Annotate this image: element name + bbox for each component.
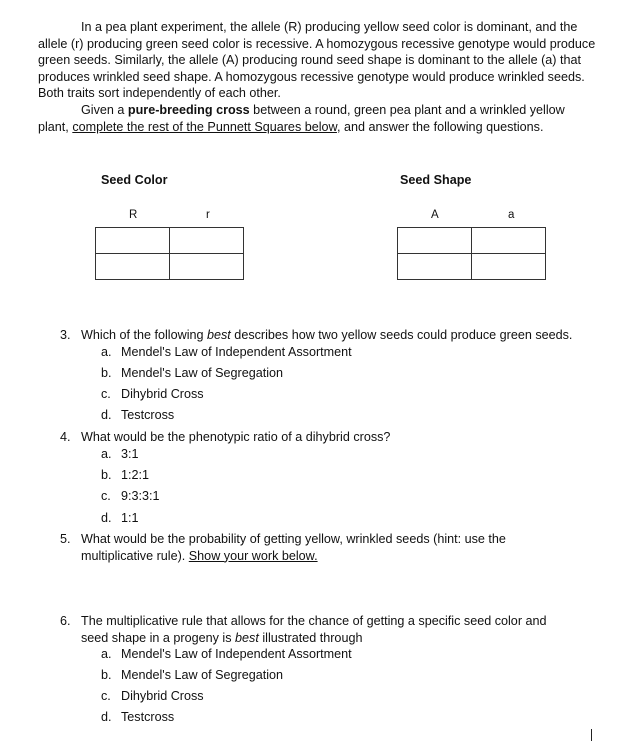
option-text: 9:3:3:1 [121,489,160,503]
seed-shape-allele-1: A [431,209,439,221]
option-text: 1:1 [121,511,139,525]
seed-color-allele-1: R [129,209,138,221]
option-3b[interactable] [101,365,283,382]
seed-color-allele-2: r [206,209,210,221]
punnett-cell[interactable] [472,228,546,254]
option-text: 1:2:1 [121,468,150,482]
instructions-bold: pure-breeding cross [127,103,250,117]
text-cursor [591,729,592,741]
option-letter: d. [101,710,112,724]
question-number: 3. [60,328,71,342]
punnett-cell[interactable] [398,254,472,280]
question-text [81,327,591,344]
option-letter: a. [101,447,112,461]
question-text-post: illustrated through [258,630,363,645]
option-text: Mendel's Law of Independent Assortment [121,345,352,359]
seed-shape-punnett-square [397,227,546,280]
punnett-cell[interactable] [472,254,546,280]
instructions-post: , and answer the following questions. [336,119,544,134]
instructions-mid: between a round, green pea plant and a wrinkled yellow plant, [38,103,565,134]
question-text-pre: Which of the following [81,328,207,342]
punnett-cell[interactable] [96,228,170,254]
question-number: 4. [60,430,71,444]
option-letter: a. [101,647,112,661]
instructions-paragraph [38,102,598,135]
option-letter: c. [101,387,111,401]
option-4d[interactable] [101,510,139,527]
option-letter: b. [101,468,112,482]
option-text: 3:1 [121,447,139,461]
question-text: What would be the phenotypic ratio of a dihybrid cross? [81,430,391,444]
option-text: Mendel's Law of Independent Assortment [121,647,352,661]
question-text-underline: Show your work below. [188,548,318,563]
intro-paragraph: In a pea plant experiment, the allele (R) producing yellow seed color is dominant, and the allele (r) producing green seed color is recessive. A homozygous recessive genotype would produce green seeds. Similarly, the allele (A) producing round seed shape is dominant to the allele (a) that produces wrinkled seed shape. A homozygous recessive genotype would produce wrinkled seeds. Both traits sort independently of each other. [38,20,596,100]
option-6b[interactable] [101,667,283,684]
option-4a[interactable] [101,446,139,463]
question-text-emphasis: best [235,630,259,645]
option-6a[interactable] [101,646,352,663]
option-text: Dihybrid Cross [121,387,204,401]
option-4b[interactable] [101,467,149,484]
option-letter: c. [101,489,111,503]
option-text: Mendel's Law of Segregation [121,668,284,682]
option-3a[interactable] [101,344,352,361]
question-number: 6. [60,614,71,628]
option-6d[interactable] [101,709,174,726]
option-4c[interactable] [101,488,160,505]
option-text: Testcross [121,710,175,724]
option-letter: b. [101,366,112,380]
option-letter: a. [101,345,112,359]
option-letter: c. [101,689,111,703]
seed-shape-allele-2: a [508,209,515,221]
punnett-cell[interactable] [170,228,244,254]
punnett-cell[interactable] [96,254,170,280]
instructions-underline: complete the rest of the Punnett Squares below [72,119,337,134]
question-text-post: describes how two yellow seeds could produce green seeds. [230,328,573,342]
option-3c[interactable] [101,386,204,403]
question-text [81,531,521,564]
question-text-emphasis: best [207,328,231,342]
question-text-pre: The multiplicative rule that allows for the chance of getting a specific seed color and seed shape in a progeny is [81,614,547,645]
seed-shape-heading: Seed Shape [400,173,472,187]
seed-color-heading: Seed Color [101,173,168,187]
option-text: Dihybrid Cross [121,689,204,703]
option-3d[interactable] [101,407,174,424]
option-letter: d. [101,511,112,525]
question-text-pre: What would be the probability of getting yellow, wrinkled seeds (hint: use the multiplicative rule). [81,532,506,563]
option-letter: d. [101,408,112,422]
option-letter: b. [101,668,112,682]
option-6c[interactable] [101,688,204,705]
option-text: Testcross [121,408,175,422]
instructions-pre: Given a [81,103,128,117]
punnett-cell[interactable] [398,228,472,254]
seed-color-punnett-square [95,227,244,280]
question-text [81,613,551,646]
option-text: Mendel's Law of Segregation [121,366,284,380]
punnett-cell[interactable] [170,254,244,280]
question-number: 5. [60,532,71,546]
